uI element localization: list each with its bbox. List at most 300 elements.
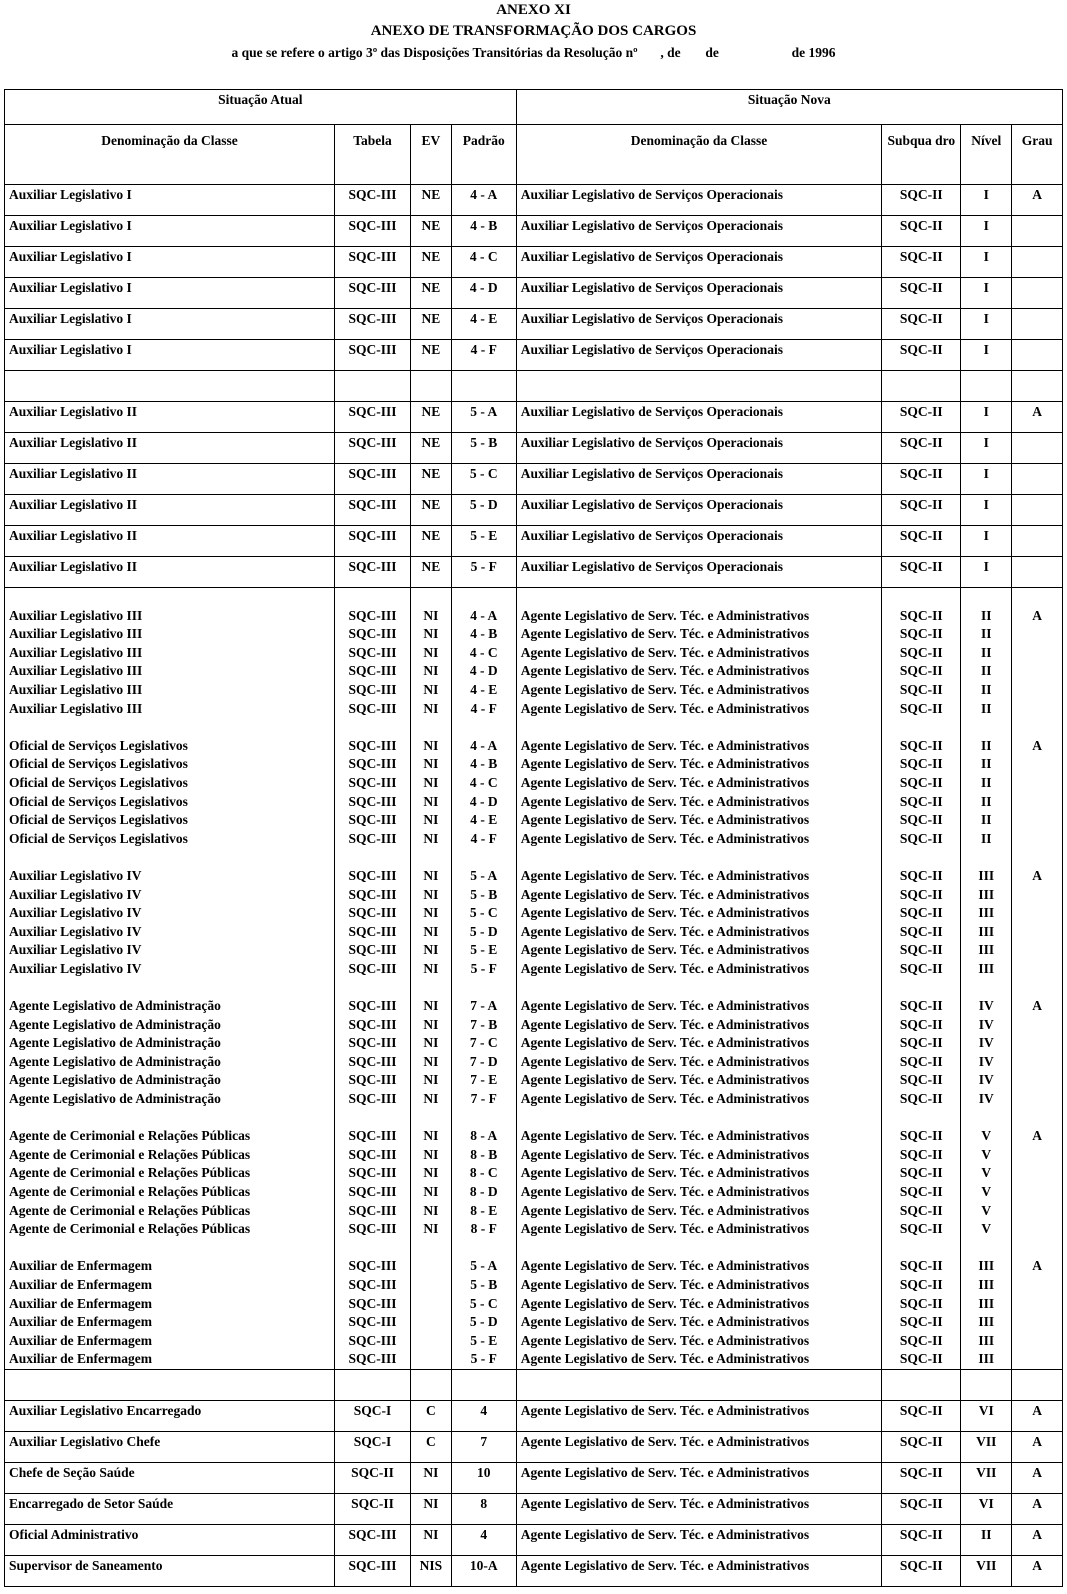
cell-tabela: SQC-III xyxy=(334,1295,410,1314)
cell-ev: C xyxy=(411,1431,452,1462)
cell-denomination-new: Agente Legislativo de Serv. Téc. e Administrativos xyxy=(516,662,882,681)
cell-padrao: 5 - E xyxy=(451,526,516,557)
cell-denomination-new: Agente Legislativo de Serv. Téc. e Administrativos xyxy=(516,1016,882,1035)
cell-subquadro: SQC-II xyxy=(882,1555,961,1586)
cell-padrao: 5 - E xyxy=(451,941,516,960)
table-row xyxy=(5,941,1063,960)
cell-nivel xyxy=(961,1369,1012,1400)
cell-tabela: SQC-III xyxy=(334,1053,410,1072)
cell-nivel: I xyxy=(961,278,1012,309)
cell-denomination: Auxiliar de Enfermagem xyxy=(5,1313,335,1332)
cell-subquadro: SQC-II xyxy=(882,1164,961,1183)
cell-nivel: VII xyxy=(961,1462,1012,1493)
cell-ev: NE xyxy=(411,526,452,557)
cell-subquadro: SQC-II xyxy=(882,1034,961,1053)
table-row xyxy=(5,278,1063,309)
cell-grau: A xyxy=(1012,997,1063,1016)
cell-nivel: I xyxy=(961,402,1012,433)
cell-subquadro: SQC-II xyxy=(882,1400,961,1431)
table-row xyxy=(5,867,1063,886)
cell-padrao: 5 - F xyxy=(451,557,516,588)
cell-tabela xyxy=(334,718,410,737)
cell-subquadro: SQC-II xyxy=(882,960,961,979)
cell-nivel: II xyxy=(961,830,1012,849)
cell-subquadro: SQC-II xyxy=(882,1332,961,1351)
cell-tabela xyxy=(334,978,410,997)
cell-denomination: Oficial de Serviços Legislativos xyxy=(5,793,335,812)
cell-padrao: 4 - D xyxy=(451,278,516,309)
cell-tabela: SQC-III xyxy=(334,960,410,979)
cell-denomination-new: Agente Legislativo de Serv. Téc. e Administrativos xyxy=(516,625,882,644)
table-row xyxy=(5,960,1063,979)
table-row xyxy=(5,607,1063,626)
cell-padrao: 5 - F xyxy=(451,960,516,979)
cell-grau xyxy=(1012,960,1063,979)
cell-grau xyxy=(1012,904,1063,923)
cell-tabela: SQC-III xyxy=(334,1350,410,1369)
cell-grau xyxy=(1012,1183,1063,1202)
cell-denomination-new: Auxiliar Legislativo de Serviços Operacionais xyxy=(516,495,882,526)
cell-nivel xyxy=(961,1109,1012,1128)
cell-denomination-new: Agente Legislativo de Serv. Téc. e Administrativos xyxy=(516,886,882,905)
cell-tabela: SQC-III xyxy=(334,1090,410,1109)
cell-denomination: Auxiliar de Enfermagem xyxy=(5,1257,335,1276)
table-row xyxy=(5,1090,1063,1109)
cell-denomination-new: Agente Legislativo de Serv. Téc. e Administrativos xyxy=(516,811,882,830)
cell-nivel: I xyxy=(961,340,1012,371)
cell-tabela: SQC-III xyxy=(334,607,410,626)
cell-ev: NI xyxy=(411,830,452,849)
cell-grau xyxy=(1012,1146,1063,1165)
cell-nivel: VII xyxy=(961,1431,1012,1462)
cell-subquadro: SQC-II xyxy=(882,1276,961,1295)
subtitle-part-3: de xyxy=(705,45,719,60)
cell-denomination: Agente Legislativo de Administração xyxy=(5,1034,335,1053)
cell-nivel: I xyxy=(961,309,1012,340)
cell-ev: NI xyxy=(411,923,452,942)
table-row xyxy=(5,1332,1063,1351)
cell-denomination: Auxiliar Legislativo II xyxy=(5,433,335,464)
cell-denomination-new: Agente Legislativo de Serv. Téc. e Administrativos xyxy=(516,607,882,626)
cell-ev xyxy=(411,1295,452,1314)
cell-denomination-new: Agente Legislativo de Serv. Téc. e Administrativos xyxy=(516,941,882,960)
cell-nivel: III xyxy=(961,1257,1012,1276)
cell-denomination-new: Agente Legislativo de Serv. Téc. e Administrativos xyxy=(516,774,882,793)
cell-grau xyxy=(1012,1276,1063,1295)
cell-tabela: SQC-III xyxy=(334,309,410,340)
subtitle-part-1: a que se refere o artigo 3º das Disposições Transitórias da Resolução nº xyxy=(231,45,638,60)
cell-subquadro: SQC-II xyxy=(882,1127,961,1146)
cell-denomination-new xyxy=(516,848,882,867)
cell-padrao: 5 - A xyxy=(451,1257,516,1276)
cell-ev: NE xyxy=(411,495,452,526)
cell-denomination: Auxiliar Legislativo III xyxy=(5,625,335,644)
cell-ev: NI xyxy=(411,1127,452,1146)
cell-nivel: II xyxy=(961,681,1012,700)
cell-subquadro: SQC-II xyxy=(882,1431,961,1462)
cell-grau xyxy=(1012,1016,1063,1035)
cell-denomination-new: Auxiliar Legislativo de Serviços Operacionais xyxy=(516,340,882,371)
cell-ev: NE xyxy=(411,309,452,340)
cell-ev: NE xyxy=(411,464,452,495)
cell-tabela: SQC-I xyxy=(334,1431,410,1462)
cell-padrao: 5 - D xyxy=(451,923,516,942)
cell-nivel: IV xyxy=(961,997,1012,1016)
cell-tabela: SQC-III xyxy=(334,1034,410,1053)
cell-tabela: SQC-III xyxy=(334,1555,410,1586)
cell-ev xyxy=(411,1332,452,1351)
table-row xyxy=(5,755,1063,774)
cell-tabela: SQC-III xyxy=(334,247,410,278)
cell-subquadro xyxy=(882,1239,961,1258)
cell-subquadro: SQC-II xyxy=(882,923,961,942)
cell-grau xyxy=(1012,1350,1063,1369)
cell-tabela: SQC-III xyxy=(334,830,410,849)
cell-denomination-new: Agente Legislativo de Serv. Téc. e Administrativos xyxy=(516,1127,882,1146)
cell-subquadro: SQC-II xyxy=(882,830,961,849)
cell-grau xyxy=(1012,644,1063,663)
cell-denomination: Auxiliar Legislativo II xyxy=(5,464,335,495)
cell-grau xyxy=(1012,1090,1063,1109)
cell-denomination-new: Agente Legislativo de Serv. Téc. e Administrativos xyxy=(516,1183,882,1202)
cell-padrao: 5 - B xyxy=(451,1276,516,1295)
cell-denomination-new xyxy=(516,1109,882,1128)
cell-ev: NI xyxy=(411,886,452,905)
cell-ev: NI xyxy=(411,1493,452,1524)
cell-denomination-new: Auxiliar Legislativo de Serviços Operacionais xyxy=(516,185,882,216)
table-row xyxy=(5,681,1063,700)
cell-tabela xyxy=(334,1239,410,1258)
cell-denomination: Agente Legislativo de Administração xyxy=(5,1090,335,1109)
cell-grau xyxy=(1012,978,1063,997)
cell-denomination: Oficial de Serviços Legislativos xyxy=(5,755,335,774)
cell-subquadro: SQC-II xyxy=(882,278,961,309)
cell-tabela: SQC-III xyxy=(334,644,410,663)
cell-ev: C xyxy=(411,1400,452,1431)
cell-subquadro: SQC-II xyxy=(882,526,961,557)
cell-grau xyxy=(1012,718,1063,737)
cell-padrao: 4 xyxy=(451,1524,516,1555)
cell-ev: NE xyxy=(411,278,452,309)
table-row xyxy=(5,464,1063,495)
cell-padrao xyxy=(451,588,516,607)
cell-tabela: SQC-II xyxy=(334,1462,410,1493)
cell-tabela: SQC-III xyxy=(334,1276,410,1295)
cell-subquadro: SQC-II xyxy=(882,495,961,526)
cell-padrao: 8 xyxy=(451,1493,516,1524)
table-row xyxy=(5,1257,1063,1276)
cell-nivel xyxy=(961,978,1012,997)
cell-padrao: 4 - B xyxy=(451,625,516,644)
cell-grau: A xyxy=(1012,1257,1063,1276)
cell-padrao: 5 - B xyxy=(451,886,516,905)
cell-denomination: Auxiliar Legislativo IV xyxy=(5,886,335,905)
cell-nivel: II xyxy=(961,662,1012,681)
cell-grau xyxy=(1012,830,1063,849)
cell-denomination-new: Agente Legislativo de Serv. Téc. e Administrativos xyxy=(516,1276,882,1295)
cell-padrao: 4 - B xyxy=(451,755,516,774)
cell-nivel: I xyxy=(961,247,1012,278)
cell-grau: A xyxy=(1012,1555,1063,1586)
cell-denomination-new: Agente Legislativo de Serv. Téc. e Administrativos xyxy=(516,1493,882,1524)
cell-denomination: Auxiliar Legislativo III xyxy=(5,662,335,681)
cell-padrao: 10-A xyxy=(451,1555,516,1586)
cell-padrao xyxy=(451,978,516,997)
cell-denomination: Encarregado de Setor Saúde xyxy=(5,1493,335,1524)
cell-tabela: SQC-I xyxy=(334,1400,410,1431)
cell-ev: NIS xyxy=(411,1555,452,1586)
spacer-row xyxy=(5,848,1063,867)
cell-subquadro xyxy=(882,978,961,997)
cell-subquadro: SQC-II xyxy=(882,1183,961,1202)
cell-padrao xyxy=(451,718,516,737)
cell-subquadro xyxy=(882,1369,961,1400)
cell-denomination-new: Agente Legislativo de Serv. Téc. e Administrativos xyxy=(516,1071,882,1090)
cell-padrao: 5 - D xyxy=(451,1313,516,1332)
cell-subquadro: SQC-II xyxy=(882,1071,961,1090)
cell-tabela: SQC-III xyxy=(334,662,410,681)
cell-grau xyxy=(1012,1071,1063,1090)
cell-denomination: Auxiliar Legislativo I xyxy=(5,278,335,309)
cell-tabela: SQC-III xyxy=(334,1257,410,1276)
cell-subquadro: SQC-II xyxy=(882,997,961,1016)
cell-grau xyxy=(1012,1239,1063,1258)
cell-subquadro: SQC-II xyxy=(882,1524,961,1555)
cell-padrao: 5 - B xyxy=(451,433,516,464)
cell-denomination-new: Agente Legislativo de Serv. Téc. e Administrativos xyxy=(516,1313,882,1332)
cell-ev xyxy=(411,1109,452,1128)
cell-grau xyxy=(1012,755,1063,774)
cell-denomination-new: Agente Legislativo de Serv. Téc. e Administrativos xyxy=(516,1164,882,1183)
cell-grau: A xyxy=(1012,1431,1063,1462)
cell-ev: NI xyxy=(411,1071,452,1090)
cell-padrao: 4 - D xyxy=(451,662,516,681)
cell-padrao: 8 - D xyxy=(451,1183,516,1202)
cell-denomination: Auxiliar de Enfermagem xyxy=(5,1276,335,1295)
cell-denomination: Supervisor de Saneamento xyxy=(5,1555,335,1586)
cell-padrao: 8 - F xyxy=(451,1220,516,1239)
cell-ev: NI xyxy=(411,1053,452,1072)
cell-grau xyxy=(1012,526,1063,557)
spacer-row xyxy=(5,371,1063,402)
table-row xyxy=(5,1555,1063,1586)
cell-subquadro: SQC-II xyxy=(882,1146,961,1165)
cell-grau: A xyxy=(1012,185,1063,216)
cell-denomination: Oficial de Serviços Legislativos xyxy=(5,830,335,849)
cell-denomination: Agente de Cerimonial e Relações Públicas xyxy=(5,1220,335,1239)
cell-nivel: II xyxy=(961,1524,1012,1555)
cell-denomination-new: Agente Legislativo de Serv. Téc. e Administrativos xyxy=(516,681,882,700)
cell-nivel xyxy=(961,1239,1012,1258)
table-row xyxy=(5,247,1063,278)
cell-padrao: 5 - C xyxy=(451,1295,516,1314)
cell-denomination-new: Agente Legislativo de Serv. Téc. e Administrativos xyxy=(516,1053,882,1072)
cell-denomination: Auxiliar Legislativo I xyxy=(5,309,335,340)
cell-ev: NI xyxy=(411,1524,452,1555)
cell-denomination: Oficial de Serviços Legislativos xyxy=(5,774,335,793)
cell-padrao: 7 xyxy=(451,1431,516,1462)
cell-grau xyxy=(1012,247,1063,278)
cell-denomination-new xyxy=(516,978,882,997)
table-row xyxy=(5,625,1063,644)
cell-grau xyxy=(1012,811,1063,830)
cell-nivel: III xyxy=(961,960,1012,979)
cell-denomination: Auxiliar Legislativo III xyxy=(5,644,335,663)
cell-denomination xyxy=(5,848,335,867)
col-header-nivel: Nível xyxy=(961,125,1012,185)
cell-tabela: SQC-III xyxy=(334,811,410,830)
cell-subquadro: SQC-II xyxy=(882,700,961,719)
cell-grau: A xyxy=(1012,1524,1063,1555)
cell-denomination-new: Agente Legislativo de Serv. Téc. e Administrativos xyxy=(516,1332,882,1351)
col-header-denomination-new: Denominação da Classe xyxy=(516,125,882,185)
cell-grau: A xyxy=(1012,402,1063,433)
cell-subquadro: SQC-II xyxy=(882,774,961,793)
cell-nivel: I xyxy=(961,495,1012,526)
cell-ev: NI xyxy=(411,607,452,626)
cell-denomination-new: Agente Legislativo de Serv. Téc. e Administrativos xyxy=(516,997,882,1016)
cell-grau: A xyxy=(1012,1127,1063,1146)
cell-nivel: I xyxy=(961,433,1012,464)
cell-ev: NI xyxy=(411,1462,452,1493)
cell-denomination: Agente Legislativo de Administração xyxy=(5,1071,335,1090)
cell-subquadro: SQC-II xyxy=(882,886,961,905)
cell-grau xyxy=(1012,1034,1063,1053)
cell-denomination-new: Agente Legislativo de Serv. Téc. e Administrativos xyxy=(516,1462,882,1493)
cell-ev xyxy=(411,1350,452,1369)
cell-nivel: III xyxy=(961,886,1012,905)
cell-denomination-new: Agente Legislativo de Serv. Téc. e Administrativos xyxy=(516,755,882,774)
cell-tabela: SQC-III xyxy=(334,1332,410,1351)
spacer-row xyxy=(5,1109,1063,1128)
cell-grau xyxy=(1012,886,1063,905)
cell-nivel: VI xyxy=(961,1493,1012,1524)
cell-grau: A xyxy=(1012,607,1063,626)
cell-denomination xyxy=(5,1109,335,1128)
cell-tabela: SQC-III xyxy=(334,278,410,309)
cell-tabela xyxy=(334,371,410,402)
cell-padrao: 7 - D xyxy=(451,1053,516,1072)
cell-tabela xyxy=(334,848,410,867)
table-row xyxy=(5,830,1063,849)
cell-denomination: Auxiliar Legislativo I xyxy=(5,340,335,371)
cell-nivel: III xyxy=(961,1350,1012,1369)
cell-ev xyxy=(411,978,452,997)
cell-nivel: III xyxy=(961,1332,1012,1351)
section-new: Situação Nova xyxy=(516,90,1062,125)
cell-ev: NI xyxy=(411,941,452,960)
cell-ev: NI xyxy=(411,1202,452,1221)
cell-ev: NE xyxy=(411,402,452,433)
cell-nivel: I xyxy=(961,185,1012,216)
cell-grau xyxy=(1012,371,1063,402)
table-row xyxy=(5,1164,1063,1183)
cell-nivel: II xyxy=(961,644,1012,663)
table-row xyxy=(5,216,1063,247)
table-row xyxy=(5,1295,1063,1314)
cell-denomination-new: Auxiliar Legislativo de Serviços Operacionais xyxy=(516,433,882,464)
cell-denomination-new: Agente Legislativo de Serv. Téc. e Administrativos xyxy=(516,1400,882,1431)
cell-nivel: VII xyxy=(961,1555,1012,1586)
cell-ev: NI xyxy=(411,681,452,700)
cell-subquadro xyxy=(882,371,961,402)
cell-subquadro xyxy=(882,588,961,607)
cell-nivel: III xyxy=(961,1295,1012,1314)
cell-grau xyxy=(1012,681,1063,700)
table-row xyxy=(5,1146,1063,1165)
cell-nivel: V xyxy=(961,1146,1012,1165)
cell-denomination: Agente Legislativo de Administração xyxy=(5,997,335,1016)
cell-denomination: Auxiliar Legislativo I xyxy=(5,216,335,247)
cell-ev xyxy=(411,718,452,737)
table-row xyxy=(5,1276,1063,1295)
cell-denomination-new xyxy=(516,1239,882,1258)
cell-subquadro: SQC-II xyxy=(882,662,961,681)
cell-tabela: SQC-II xyxy=(334,1493,410,1524)
table-row xyxy=(5,904,1063,923)
cell-grau: A xyxy=(1012,1462,1063,1493)
cell-grau xyxy=(1012,1220,1063,1239)
cell-denomination-new: Agente Legislativo de Serv. Téc. e Administrativos xyxy=(516,644,882,663)
cell-grau xyxy=(1012,941,1063,960)
cell-padrao: 5 - C xyxy=(451,464,516,495)
cell-nivel: IV xyxy=(961,1034,1012,1053)
cell-nivel xyxy=(961,588,1012,607)
subtitle-part-2: , de xyxy=(660,45,681,60)
cell-grau xyxy=(1012,1369,1063,1400)
cell-grau xyxy=(1012,1202,1063,1221)
table-row xyxy=(5,1016,1063,1035)
cell-grau: A xyxy=(1012,1493,1063,1524)
cell-denomination-new xyxy=(516,1369,882,1400)
cell-padrao: 4 - E xyxy=(451,681,516,700)
table-row xyxy=(5,185,1063,216)
spacer-row xyxy=(5,1369,1063,1400)
cell-nivel: II xyxy=(961,774,1012,793)
cell-grau xyxy=(1012,625,1063,644)
cell-tabela: SQC-III xyxy=(334,433,410,464)
cell-tabela: SQC-III xyxy=(334,681,410,700)
cell-denomination: Oficial de Serviços Legislativos xyxy=(5,811,335,830)
cell-ev: NI xyxy=(411,700,452,719)
cell-subquadro: SQC-II xyxy=(882,1220,961,1239)
cell-grau xyxy=(1012,433,1063,464)
spacer-row xyxy=(5,1239,1063,1258)
cell-subquadro: SQC-II xyxy=(882,1090,961,1109)
spacer-row xyxy=(5,588,1063,607)
cell-padrao: 5 - F xyxy=(451,1350,516,1369)
cell-padrao: 5 - A xyxy=(451,402,516,433)
cell-subquadro: SQC-II xyxy=(882,309,961,340)
cell-denomination-new: Agente Legislativo de Serv. Téc. e Administrativos xyxy=(516,1257,882,1276)
table-row xyxy=(5,402,1063,433)
cell-denomination-new: Agente Legislativo de Serv. Téc. e Administrativos xyxy=(516,867,882,886)
cell-subquadro: SQC-II xyxy=(882,607,961,626)
cell-grau xyxy=(1012,848,1063,867)
col-header-denomination: Denominação da Classe xyxy=(5,125,335,185)
cell-denomination-new: Agente Legislativo de Serv. Téc. e Administrativos xyxy=(516,793,882,812)
cell-ev: NI xyxy=(411,625,452,644)
cell-tabela: SQC-III xyxy=(334,941,410,960)
table-row xyxy=(5,1524,1063,1555)
cell-tabela: SQC-III xyxy=(334,774,410,793)
cell-tabela: SQC-III xyxy=(334,625,410,644)
cell-denomination: Auxiliar Legislativo II xyxy=(5,526,335,557)
cell-subquadro: SQC-II xyxy=(882,247,961,278)
cell-ev: NI xyxy=(411,1183,452,1202)
cell-denomination-new: Agente Legislativo de Serv. Téc. e Administrativos xyxy=(516,1146,882,1165)
cell-ev: NE xyxy=(411,216,452,247)
